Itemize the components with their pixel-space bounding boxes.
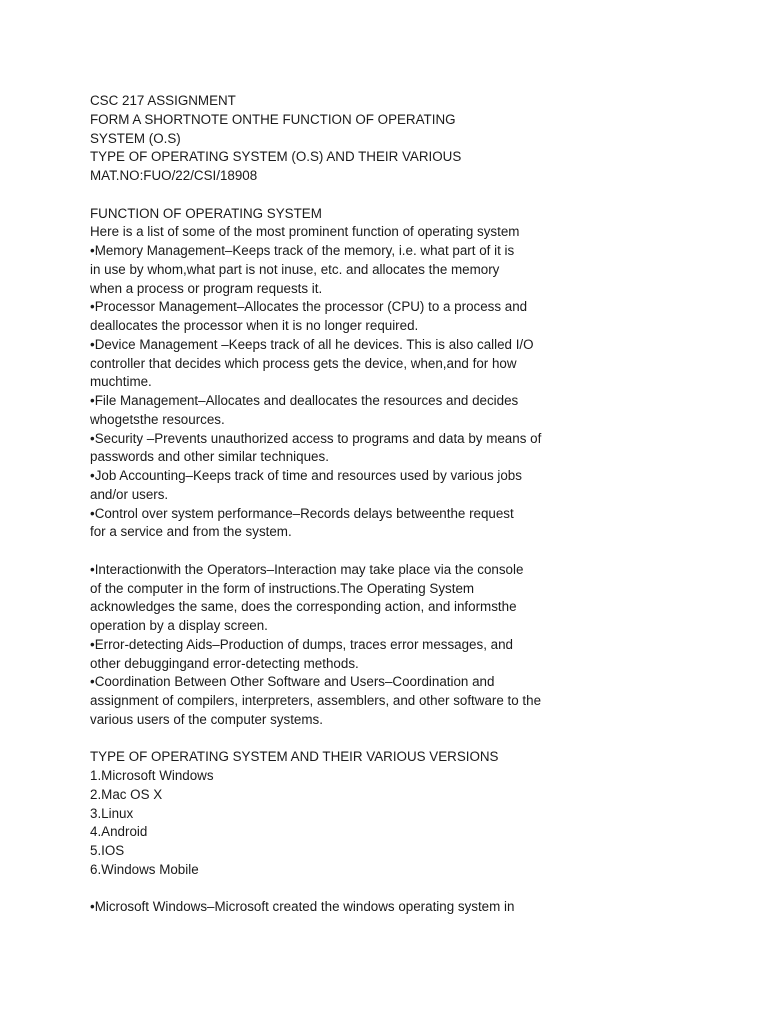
- paragraph-spacer: [90, 730, 730, 749]
- body-line: •Device Management –Keeps track of all he devices. This is also called I/O: [90, 336, 534, 352]
- body-line: assignment of compilers, interpreters, assemblers, and other software to the: [90, 693, 542, 708]
- body-line: other debuggingand error-detecting methods.: [90, 655, 359, 671]
- section-heading: FUNCTION OF OPERATING SYSTEM: [90, 205, 322, 221]
- body-line: muchtime.: [90, 374, 152, 390]
- body-line: of the computer in the form of instructions.The Operating System: [90, 580, 475, 596]
- body-line: •Coordination Between Other Software and Users–Coordination and: [90, 674, 495, 690]
- body-line: •Security –Prevents unauthorized access to programs and data by means of: [90, 430, 542, 446]
- body-line: Here is a list of some of the most prominent function of operating system: [90, 224, 520, 240]
- types-section: [90, 748, 730, 879]
- windows-section: [90, 898, 730, 917]
- body-line: controller that decides which process gets the device, when,and for how: [90, 355, 517, 371]
- functions-continued: [90, 561, 730, 730]
- list-item: 3.Linux: [90, 805, 134, 821]
- body-line: in use by whom,what part is not inuse, etc. and allocates the memory: [90, 261, 500, 277]
- body-line: •Job Accounting–Keeps track of time and resources used by various jobs: [90, 468, 522, 483]
- body-line: deallocates the processor when it is no longer required.: [90, 318, 419, 333]
- body-line: acknowledges the same, does the corresponding action, and informsthe: [90, 599, 517, 615]
- body-line: passwords and other similar techniques.: [90, 449, 329, 465]
- list-item: 1.Microsoft Windows: [90, 768, 214, 783]
- body-line: •Microsoft Windows–Microsoft created the windows operating system in: [90, 899, 515, 915]
- assignment-header: [90, 92, 730, 186]
- section-heading: TYPE OF OPERATING SYSTEM AND THEIR VARIOUS VERSIONS: [90, 749, 499, 765]
- list-item: 6.Windows Mobile: [90, 861, 199, 877]
- body-line: and/or users.: [90, 486, 169, 502]
- body-line: various users of the computer systems.: [90, 711, 323, 727]
- body-line: •Control over system performance–Records delays betweenthe request: [90, 505, 514, 521]
- assignment-topic-line-1: FORM A SHORTNOTE ONTHE FUNCTION OF OPERATING: [90, 111, 456, 127]
- functions-section: [90, 205, 730, 543]
- list-item: 5.IOS: [90, 843, 125, 858]
- course-title: CSC 217 ASSIGNMENT: [90, 93, 236, 108]
- body-line: •Processor Management–Allocates the processor (CPU) to a process and: [90, 299, 528, 315]
- body-line: •File Management–Allocates and deallocates the resources and decides: [90, 393, 519, 408]
- body-line: •Error-detecting Aids–Production of dumps, traces error messages, and: [90, 636, 513, 652]
- paragraph-spacer: [90, 186, 730, 205]
- body-line: •Interactionwith the Operators–Interaction may take place via the console: [90, 561, 524, 577]
- list-item: 4.Android: [90, 824, 148, 840]
- document-body: [90, 92, 730, 917]
- body-line: •Memory Management–Keeps track of the memory, i.e. what part of it is: [90, 243, 515, 258]
- list-item: 2.Mac OS X: [90, 786, 163, 802]
- matric-number: MAT.NO:FUO/22/CSI/18908: [90, 168, 258, 183]
- assignment-topic-line-3: TYPE OF OPERATING SYSTEM (O.S) AND THEIR VARIOUS: [90, 149, 462, 165]
- body-line: whogetsthe resources.: [90, 411, 225, 427]
- assignment-topic-line-2: SYSTEM (O.S): [90, 130, 181, 146]
- paragraph-spacer: [90, 880, 730, 899]
- body-line: when a process or program requests it.: [90, 280, 323, 296]
- paragraph-spacer: [90, 542, 730, 561]
- body-line: for a service and from the system.: [90, 524, 292, 540]
- body-line: operation by a display screen.: [90, 618, 268, 633]
